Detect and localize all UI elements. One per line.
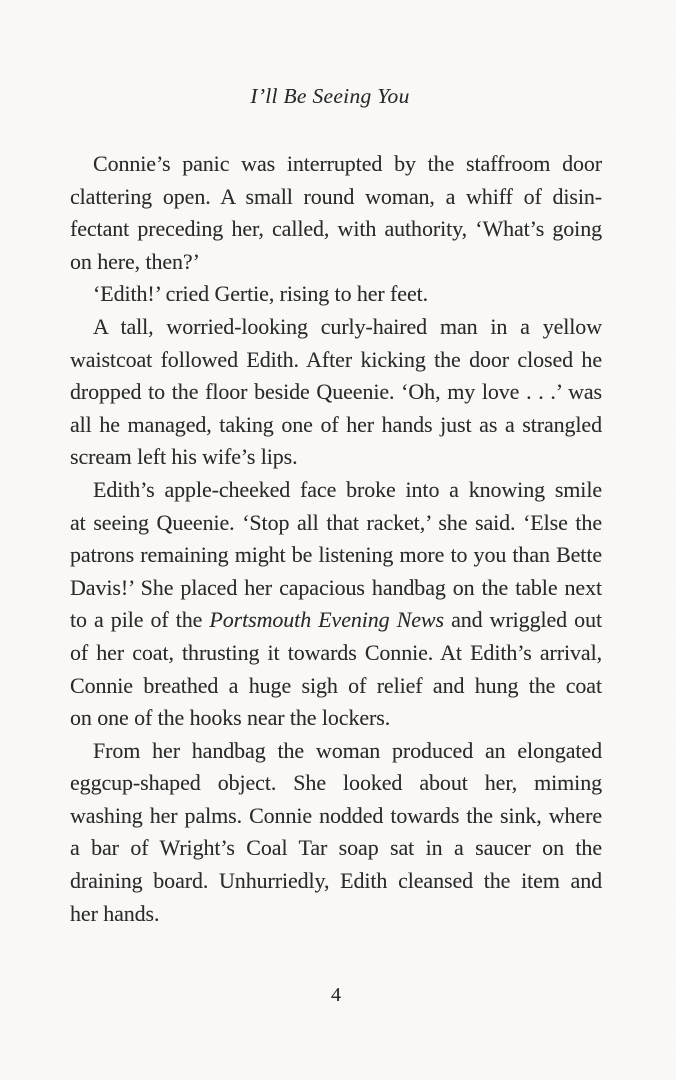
text-line [70, 572, 602, 605]
text-segment: her hands. [70, 900, 160, 926]
text-line [70, 735, 602, 768]
paragraph [70, 311, 602, 474]
text-line [70, 213, 602, 246]
text-segment: fectant preceding her, called, with authority, ‘What’s going [70, 216, 602, 242]
running-header: I’ll Be Seeing You [250, 84, 410, 108]
text-line [70, 767, 602, 800]
text-line [70, 376, 602, 409]
text-segment: to a pile of the [70, 607, 210, 633]
text-segment: A tall, worried-looking curly-haired man in a yellow [93, 313, 602, 339]
text-line [70, 670, 602, 703]
text-line [70, 865, 602, 898]
text-line [70, 246, 602, 279]
text-segment: clattering open. A small round woman, a whiff of disin- [70, 183, 602, 209]
text-line [70, 637, 602, 670]
text-segment: From her handbag the woman produced an elongated [93, 737, 602, 763]
paragraph [70, 474, 602, 735]
text-line [70, 441, 602, 474]
text-segment: on one of the hooks near the lockers. [70, 705, 391, 731]
italic-publication-title: Portsmouth Evening News [209, 607, 444, 633]
text-line [70, 507, 602, 540]
text-line [70, 539, 602, 572]
text-segment: and wriggled out [443, 607, 602, 633]
text-line [70, 278, 602, 311]
paragraph [70, 735, 602, 931]
text-line [70, 832, 602, 865]
text-line [70, 474, 602, 507]
text-segment: all he managed, taking one of her hands just as a strangled [70, 411, 602, 437]
text-line [70, 148, 602, 181]
text-line [70, 604, 602, 637]
text-line [70, 344, 602, 377]
text-line [70, 898, 602, 931]
page-number: 4 [331, 984, 341, 1006]
text-segment: dropped to the floor beside Queenie. ‘Oh, my love . . .’ was [70, 379, 602, 405]
text-segment: patrons remaining might be listening more to you than Bette [70, 542, 602, 568]
text-segment: eggcup-shaped object. She looked about her, miming [70, 770, 602, 796]
paragraph [70, 278, 602, 311]
text-segment: scream left his wife’s lips. [70, 444, 298, 470]
text-line [70, 702, 602, 735]
paragraph [70, 148, 602, 278]
text-block [70, 148, 602, 930]
text-segment: Connie breathed a huge sigh of relief and hung the coat [70, 672, 602, 698]
text-segment: draining board. Unhurriedly, Edith cleansed the item and [70, 868, 602, 894]
text-line [70, 181, 602, 214]
text-segment: washing her palms. Connie nodded towards the sink, where [70, 802, 602, 828]
text-line [70, 409, 602, 442]
text-segment: ‘Edith!’ cried Gertie, rising to her feet. [93, 281, 429, 307]
text-line [70, 800, 602, 833]
text-line [70, 311, 602, 344]
text-segment: Edith’s apple-cheeked face broke into a knowing smile [93, 476, 602, 502]
text-segment: Davis!’ She placed her capacious handbag on the table next [70, 574, 602, 600]
text-segment: on here, then?’ [70, 248, 200, 274]
text-segment: waistcoat followed Edith. After kicking the door closed he [70, 346, 602, 372]
text-segment: Connie’s panic was interrupted by the staffroom door [93, 151, 602, 176]
text-segment: of her coat, thrusting it towards Connie. At Edith’s arrival, [70, 639, 602, 665]
text-segment: at seeing Queenie. ‘Stop all that racket,’ she said. ‘Else the [70, 509, 602, 535]
text-segment: a bar of Wright’s Coal Tar soap sat in a saucer on the [70, 835, 602, 861]
